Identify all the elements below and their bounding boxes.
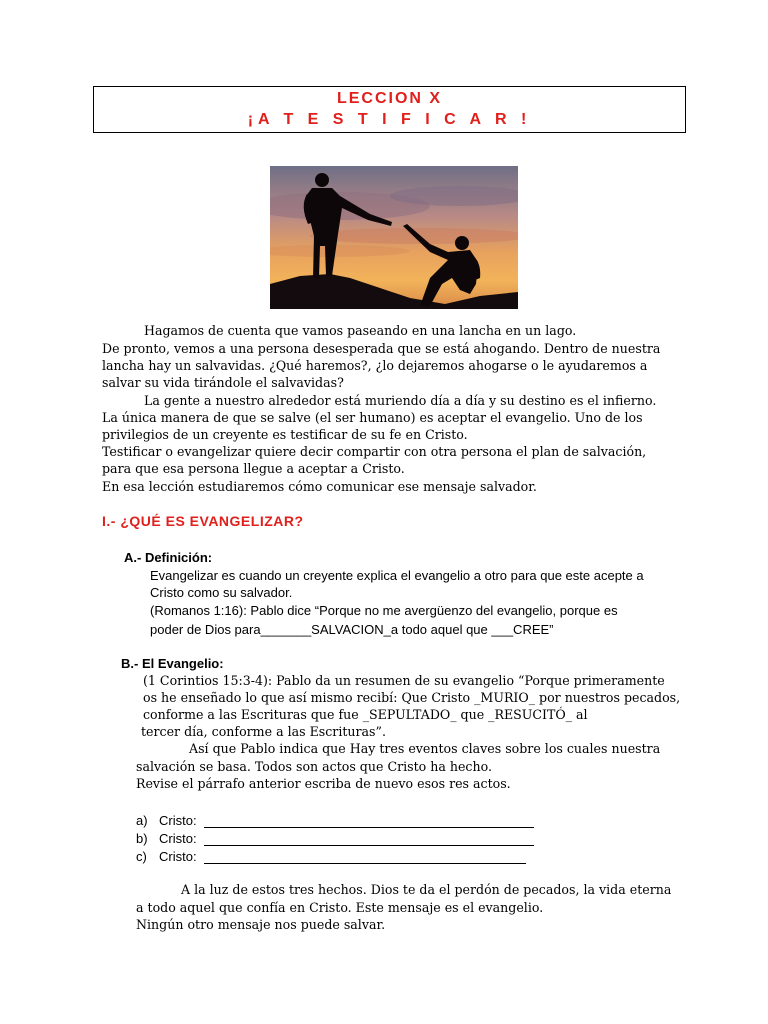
answer-blank-a[interactable] — [204, 827, 534, 828]
gospel-line-5: Así que Pablo indica que Hay tres eventos claves sobre los cuales nuestra — [189, 741, 661, 756]
gospel-line-3: conforme a las Escrituras que fue _SEPULTADO_ que _RESUCITÓ_ al — [143, 707, 588, 722]
list-marker-b: b) — [136, 831, 148, 846]
closing-line-3: Ningún otro mensaje nos puede salvar. — [136, 917, 386, 932]
intro-line-1: Hagamos de cuenta que vamos paseando en una lancha en un lago. — [144, 323, 577, 338]
intro-line-2: De pronto, vemos a una persona desesperada que se está ahogando. Dentro de nuestra — [102, 341, 661, 356]
intro-line-7: privilegios de un creyente es testificar de su fe en Cristo. — [102, 427, 468, 442]
closing-line-1: A la luz de estos tres hechos. Dios te da el perdón de pecados, la vida eterna — [181, 882, 672, 897]
definition-line-4: poder de Dios para_______SALVACION_a todo aquel que ___CREE” — [150, 622, 554, 637]
lesson-title: ¡A T E S T I F I C A R ! — [247, 111, 532, 128]
answer-blank-c[interactable] — [204, 863, 526, 864]
list-label-a: Cristo: — [159, 813, 197, 828]
gospel-line-7: Revise el párrafo anterior escriba de nuevo esos res actos. — [136, 776, 511, 791]
definition-line-1: Evangelizar es cuando un creyente explica el evangelio a otro para que este acepte a — [150, 568, 644, 583]
list-label-b: Cristo: — [159, 831, 197, 846]
intro-line-9: para que esa persona llegue a aceptar a Cristo. — [102, 461, 405, 476]
intro-line-3: lancha hay un salvavidas. ¿Qué haremos?, ¿lo dejaremos ahogarse o le ayudaremos a — [102, 358, 648, 373]
gospel-heading: B.- El Evangelio: — [121, 656, 224, 671]
definition-heading: A.- Definición: — [124, 550, 213, 565]
closing-line-2: a todo aquel que confía en Cristo. Este mensaje es el evangelio. — [136, 900, 544, 915]
answer-blank-b[interactable] — [204, 845, 534, 846]
gospel-line-6: salvación se basa. Todos son actos que Cristo ha hecho. — [136, 759, 492, 774]
intro-line-10: En esa lección estudiaremos cómo comunicar ese mensaje salvador. — [102, 479, 537, 494]
list-marker-a: a) — [136, 813, 148, 828]
gospel-line-4: tercer día, conforme a las Escrituras”. — [141, 724, 386, 739]
intro-line-5: La gente a nuestro alrededor está muriendo día a día y su destino es el infierno. — [144, 393, 657, 408]
lesson-number: LECCION X — [336, 90, 443, 107]
intro-line-4: salvar su vida tirándole el salvavidas? — [102, 375, 344, 390]
definition-line-2: Cristo como su salvador. — [150, 585, 293, 600]
list-marker-c: c) — [136, 849, 147, 864]
intro-line-8: Testificar o evangelizar quiere decir compartir con otra persona el plan de salvación, — [102, 444, 647, 459]
list-label-c: Cristo: — [159, 849, 197, 864]
gospel-line-1: (1 Corintios 15:3-4): Pablo da un resumen de su evangelio “Porque primeramente — [143, 673, 665, 688]
lesson-title-box — [93, 86, 686, 133]
section-heading: I.- ¿QUÉ ES EVANGELIZAR? — [102, 513, 304, 529]
gospel-line-2: os he enseñado lo que así mismo recibí: Que Cristo _MURIO_ por nuestros pecados, — [143, 690, 681, 705]
helping-hand-sunset-photo — [270, 166, 518, 309]
definition-line-3: (Romanos 1:16): Pablo dice “Porque no me avergüenzo del evangelio, porque es — [150, 603, 618, 618]
intro-line-6: La única manera de que se salve (el ser humano) es aceptar el evangelio. Uno de los — [102, 410, 643, 425]
